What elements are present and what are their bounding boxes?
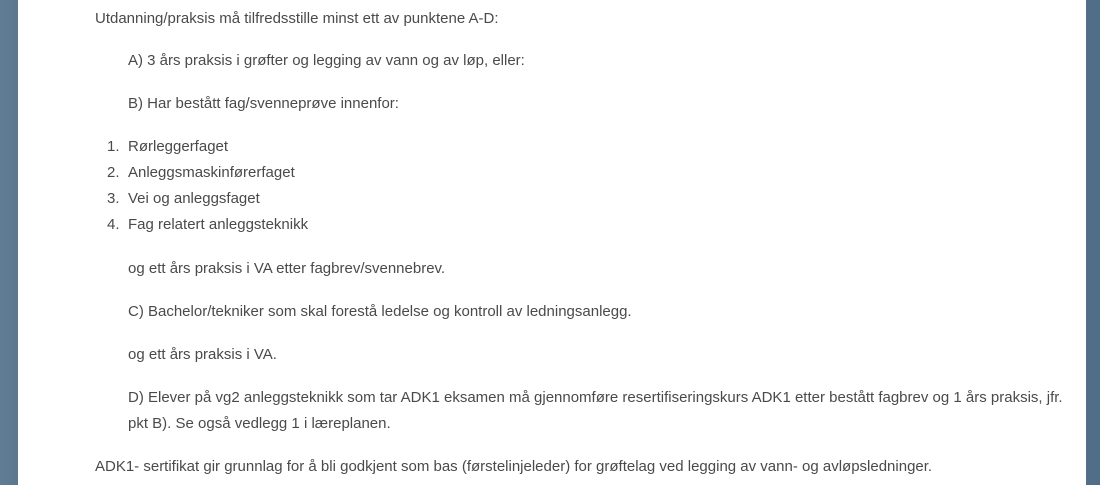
requirements-intro: Utdanning/praksis må tilfredsstille minst ett av punktene A-D: xyxy=(95,10,499,27)
point-c: C) Bachelor/tekniker som skal forestå ledelse og kontroll av ledningsanlegg. xyxy=(128,303,632,320)
list-item: Rørleggerfaget xyxy=(128,138,229,155)
list-item: Vei og anleggsfaget xyxy=(128,190,260,207)
list-item: Anleggsmaskinførerfaget xyxy=(128,164,295,181)
document-page xyxy=(18,0,1086,485)
list-item: Fag relatert anleggsteknikk xyxy=(128,216,309,233)
after-c-text: og ett års praksis i VA. xyxy=(128,346,277,363)
adk-certificate-note: ADK1- sertifikat gir grunnlag for å bli godkjent som bas (førstelinjeleder) for grøftelag ved legging av vann- og avløpsledninger. xyxy=(95,458,933,475)
point-b: B) Har bestått fag/svenneprøve innenfor: xyxy=(128,95,399,112)
point-d: D) Elever på vg2 anleggsteknikk som tar ADK1 eksamen må gjennomføre resertifiseringskurs ADK1 etter bestått fagbrev og 1 års praksis, jfr. pkt B). Se også vedlegg 1 i læreplanen. xyxy=(128,389,1063,432)
after-list-text: og ett års praksis i VA etter fagbrev/svennebrev. xyxy=(128,260,446,277)
trade-list xyxy=(95,134,308,238)
point-a: A) 3 års praksis i grøfter og legging av vann og av løp, eller: xyxy=(128,52,525,69)
